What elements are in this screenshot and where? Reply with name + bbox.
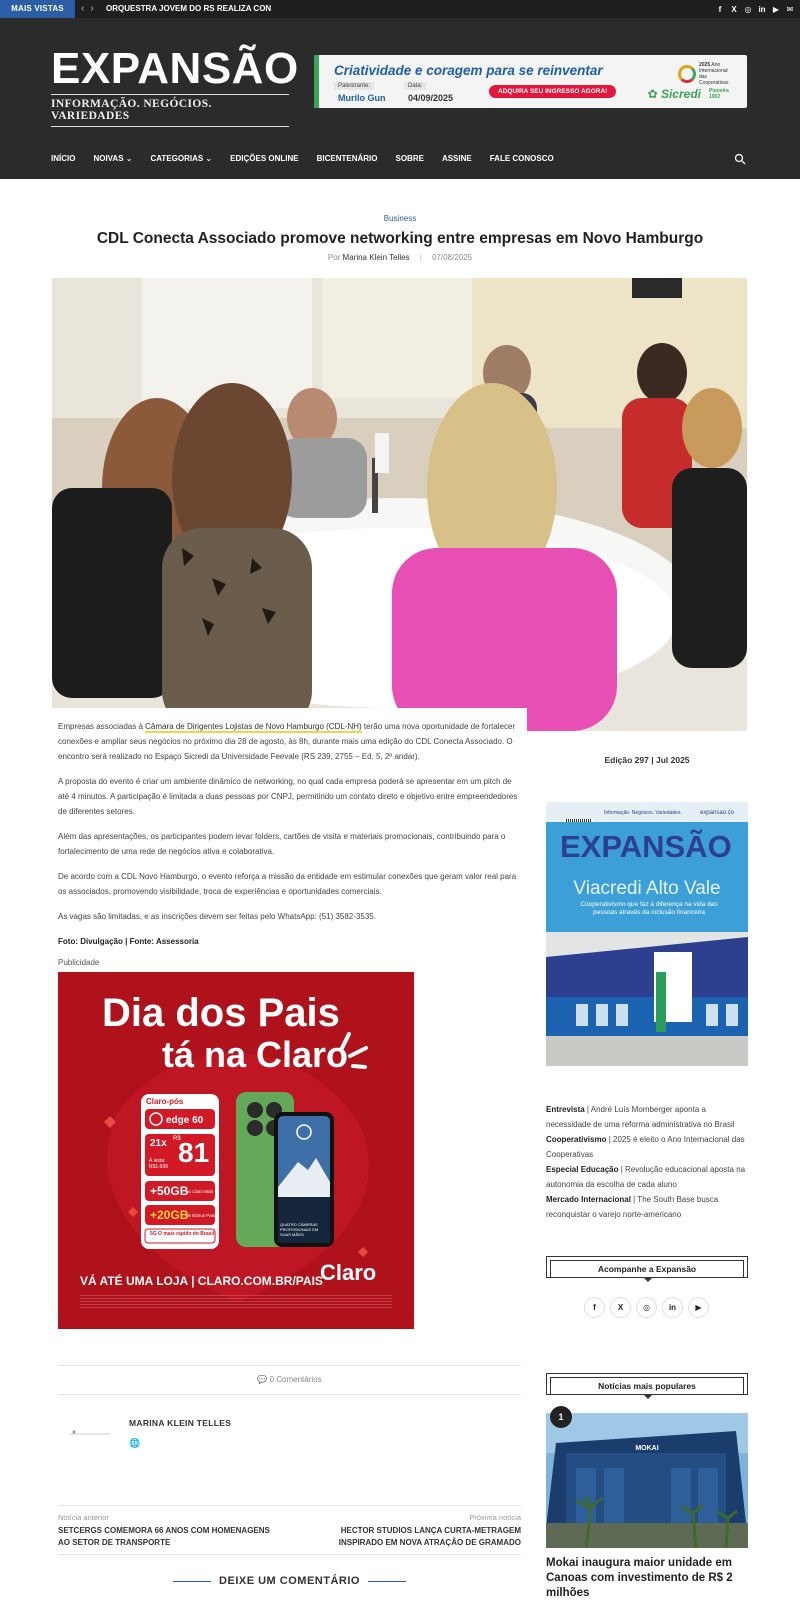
- popular-widget-title: Notícias mais populares: [546, 1373, 748, 1395]
- price: 81: [178, 1137, 210, 1168]
- next-post-link[interactable]: [301, 1513, 521, 1549]
- nav-item-fale-conosco[interactable]: FALE CONOSCO: [489, 154, 554, 163]
- ticker-arrows: [81, 0, 100, 18]
- youtube-icon[interactable]: ▶: [772, 4, 780, 14]
- facebook-icon[interactable]: f: [718, 4, 722, 14]
- edition-highlights: [546, 1102, 751, 1222]
- facebook-icon[interactable]: f: [584, 1297, 605, 1318]
- article-category[interactable]: Business: [383, 214, 417, 223]
- gb-bonus-1-note: no Claro Mob: [186, 1189, 214, 1194]
- building-sign-text: MOKAI: [635, 1445, 659, 1452]
- website-globe-icon[interactable]: 🌐: [129, 1438, 141, 1448]
- article-paragraph: Empresas associadas à Câmara de Dirigentes Lojistas de Novo Hamburgo (CDL-NH) terão uma nova oportunidade de fortalecer conexões e ampliar seus negócios no próximo dia 28 de agosto, às 8h, durante mais uma edição do CDL Conecta Associado. O encontro será realizado no Espaço Sicredi da Universidade Feevale (RS 239, 2755 – Ed. 5, 2º andar).: [58, 722, 516, 761]
- phone-caption: QUATRO CÂMERAS PROFISSIONAIS EM SUAS MÃOS: [280, 1222, 319, 1237]
- legal-text-lines: [80, 1294, 392, 1308]
- 5g-badge: 5G O mais rápido do Brasil: [150, 1231, 215, 1237]
- installments: 21x: [150, 1138, 167, 1149]
- linkedin-icon[interactable]: in: [662, 1297, 683, 1318]
- claro-cta[interactable]: VÁ ATÉ UMA LOJA | CLARO.COM.BR/PAIS: [80, 1274, 323, 1288]
- article-paragraph: A proposta do evento é criar um ambiente dinâmico de networking, no qual cada empresa poderá se apresentar em um pitch de até 4 minutos. A participação é limitada a duas pessoas por CNPJ, permitindo um contato direto e objetivo entre empreendedores de diferentes setores.: [58, 777, 518, 816]
- article-hero-photo: [52, 278, 747, 731]
- x-icon[interactable]: X: [610, 1297, 631, 1318]
- magazine-subheadline: Cooperativismo que faz a diferença na vida das pessoas através da inclusão financeira: [580, 901, 718, 916]
- heading-rule: [173, 1581, 211, 1582]
- ad-accent-strip: [314, 55, 319, 108]
- article-title: CDL Conecta Associado promove networking entre empresas em Novo Hamburgo: [96, 230, 704, 247]
- ticker-next-icon[interactable]: ›: [90, 3, 94, 14]
- nav-item-bicentenario[interactable]: BICENTENÁRIO: [316, 154, 378, 163]
- sicredi-logo: ✿ Sicredi: [647, 87, 701, 101]
- magazine-site: expansao.co: [699, 810, 734, 816]
- magazine-tagline: Informação. Negócios. Variedades.: [604, 810, 682, 816]
- logo-tagline: INFORMAÇÃO. NEGÓCIOS. VARIEDADES: [51, 98, 212, 122]
- byline-prefix: Por: [327, 253, 341, 262]
- email-icon[interactable]: ✉: [786, 4, 794, 14]
- coop-year: 2025: [699, 62, 711, 68]
- article-body: [58, 719, 521, 959]
- claro-plan: Claro-pós: [146, 1097, 184, 1106]
- highlight-link[interactable]: Cooperativismo | 2025 é eleito o Ano Internacional das Cooperativas: [546, 1135, 745, 1159]
- search-icon[interactable]: [734, 153, 746, 165]
- nav-item-assine[interactable]: ASSINE: [441, 154, 472, 163]
- youtube-icon[interactable]: ▶: [688, 1297, 709, 1318]
- popular-post-image[interactable]: [546, 1413, 748, 1548]
- ad-date-label: Data:: [404, 82, 426, 90]
- trending-badge: MAIS VISTAS: [0, 0, 75, 18]
- nav-item-noivas[interactable]: NOIVAS ⌄: [93, 154, 133, 163]
- article-paragraph: As vagas são limitadas, e as inscrições devem ser feitas pelo WhatsApp: (51) 3582-3535.: [58, 912, 376, 921]
- follow-widget-title: Acompanhe a Expansão: [546, 1256, 748, 1278]
- magazine-cover[interactable]: [546, 802, 748, 1066]
- logo-wordmark: EXPANSÃO: [51, 44, 299, 93]
- claro-logo: Claro: [320, 1260, 377, 1285]
- previous-post-link[interactable]: [58, 1513, 278, 1549]
- article-paragraph: Além das apresentações, os participantes podem levar folders, cartões de visita e materiais promocionais, contribuindo para o fortalecimento de uma rede de negócios ativa e colaborativa.: [58, 832, 506, 856]
- next-post-title: HECTOR STUDIOS LANÇA CURTA-METRAGEM INSPIRADO EM NOVA ATRAÇÃO DE GRAMADO: [338, 1526, 521, 1547]
- byline-date: 07/08/2025: [432, 253, 473, 262]
- gb-bonus-2-note: de Bônus Pais: [186, 1213, 216, 1218]
- nav-item-edicoes-online[interactable]: EDIÇÕES ONLINE: [230, 154, 299, 163]
- coop-text: Ano Internacional das Cooperativas: [699, 62, 729, 86]
- post-navigation: [58, 1505, 521, 1555]
- claro-headline-2: tá na Claro: [162, 1034, 349, 1075]
- header-ad-banner[interactable]: [314, 55, 747, 108]
- leave-comment-heading: DEIXE UM COMENTÁRIO: [58, 1575, 521, 1587]
- gb-bonus-2: +20GB: [150, 1208, 189, 1222]
- coop-ring-icon: [678, 65, 696, 83]
- previous-post-label: Notícia anterior: [58, 1513, 109, 1522]
- claro-headline-1: Dia dos Pais: [102, 991, 340, 1035]
- highlight-link[interactable]: Entrevista | André Luís Momberger aponta a necessidade de uma reforma administrativa no Brasil: [546, 1105, 735, 1129]
- previous-post-title: SETCERGS COMEMORA 66 ANOS COM HOMENAGENS AO SETOR DE TRANSPORTE: [58, 1526, 270, 1547]
- magazine-headline: Viacredi Alto Vale: [573, 878, 721, 899]
- pioneira-tag: Pioneira 1902: [709, 88, 729, 100]
- site-logo[interactable]: [51, 44, 299, 127]
- popular-rank-badge: 1: [550, 1406, 572, 1428]
- author-name[interactable]: MARINA KLEIN TELLES: [129, 1418, 232, 1428]
- ticker-headline[interactable]: ORQUESTRA JOVEM DO RS REALIZA CON: [106, 4, 272, 13]
- ad-speaker-label: Palestrante:: [334, 82, 374, 90]
- byline-separator: |: [419, 253, 422, 262]
- instagram-icon[interactable]: ◎: [744, 4, 752, 14]
- ad-cta-button[interactable]: ADQUIRA SEU INGRESSO AGORA!: [489, 85, 616, 98]
- nav-item-sobre[interactable]: SOBRE: [395, 154, 424, 163]
- comments-count[interactable]: 💬 0 Comentários: [58, 1365, 521, 1395]
- follow-social-icons: [584, 1297, 709, 1318]
- highlight-link[interactable]: Mercado Internacional | The South Base busca reconquistar o varejo norte-americano: [546, 1195, 719, 1219]
- nav-item-categorias[interactable]: CATEGORIAS ⌄: [150, 154, 213, 163]
- author-box: [58, 1410, 521, 1480]
- instagram-icon[interactable]: ◎: [636, 1297, 657, 1318]
- sicredi-wordmark: Sicredi: [660, 87, 701, 101]
- logo-rule: [51, 94, 289, 95]
- article-paragraph: De acordo com a CDL Novo Hamburgo, o evento reforça a missão da entidade em estimular conexões que geram valor real para os associados, promovendo visibilidade, troca de experiências e oportunidades comerciais.: [58, 872, 517, 896]
- main-nav: [51, 154, 554, 163]
- old-price: À vista: R$1.699: [149, 1158, 168, 1170]
- heading-rule: [368, 1581, 406, 1582]
- ad-label: Publicidade: [58, 958, 100, 967]
- next-post-label: Próxima notícia: [469, 1513, 521, 1522]
- byline-author[interactable]: Marina Klein Telles: [342, 253, 410, 262]
- linkedin-icon[interactable]: in: [758, 4, 766, 14]
- photo-credit: Foto: Divulgação | Fonte: Assessoria: [58, 937, 199, 946]
- magazine-title: EXPANSÃO: [560, 829, 732, 864]
- top-bar: [0, 0, 800, 18]
- coop-year-logo: [678, 62, 737, 86]
- cdl-nh-link[interactable]: Câmara de Dirigentes Lojistas de Novo Hamburgo (CDL-NH): [145, 722, 362, 731]
- currency: R$: [173, 1136, 181, 1142]
- ad-title: Criatividade e coragem para se reinventar: [334, 63, 603, 78]
- gb-bonus-1: +50GB: [150, 1184, 189, 1198]
- social-links: [716, 0, 794, 18]
- ticker-prev-icon[interactable]: ‹: [81, 3, 85, 14]
- article-byline: [0, 253, 800, 262]
- ad-date: 04/09/2025: [408, 93, 454, 103]
- phone-model: edge 60: [166, 1115, 204, 1126]
- site-header: [0, 18, 800, 179]
- claro-ad[interactable]: [58, 972, 414, 1329]
- x-icon[interactable]: X: [731, 4, 737, 14]
- popular-post-title[interactable]: Mokai inaugura maior unidade em Canoas com investimento de R$ 2 milhões: [546, 1557, 733, 1599]
- highlight-link[interactable]: Especial Educação | Revolução educacional aposta na autonomia da escolha de cada aluno: [546, 1165, 746, 1189]
- edition-label: Edição 297 | Jul 2025: [604, 755, 690, 765]
- author-avatar: [66, 1412, 114, 1438]
- ad-speaker: Murilo Gun: [338, 93, 386, 103]
- nav-item-inicio[interactable]: INÍCIO: [51, 154, 76, 163]
- logo-rule: [51, 126, 289, 127]
